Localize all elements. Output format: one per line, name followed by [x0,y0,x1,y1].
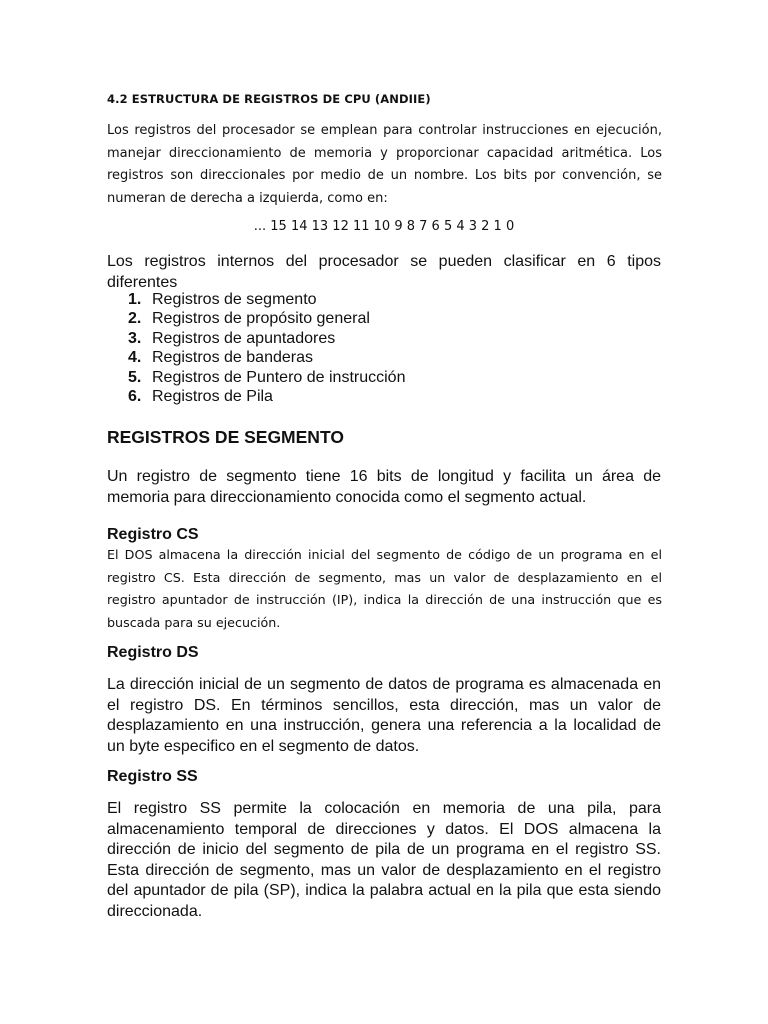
ss-heading: Registro SS [107,768,198,785]
section-title: 4.2 ESTRUCTURA DE REGISTROS DE CPU (ANDIIE) [107,92,431,106]
intro-paragraph: Los registros del procesador se emplean para controlar instrucciones en ejecución, manejar direccionamiento de memoria y proporcionar capacidad aritmética. Los registros son direccionales por medio de un nombre. Los bits por convención, se numeran de derecha a izquierda, como en: [107,123,662,206]
list-item [128,387,405,406]
list-item [128,329,405,348]
register-types-list [128,290,405,406]
list-number: 5. [128,368,142,386]
list-item [128,348,405,367]
cs-paragraph: El DOS almacena la dirección inicial del segmento de código de un programa en el registro CS. Esta dirección de segmento, mas un valor de desplazamiento en el registro apuntador de instrucción (IP), indica la dirección de una instrucción que es buscada para su ejecución. [107,547,662,630]
list-label: Registros de apuntadores [152,329,336,347]
ds-paragraph: La dirección inicial de un segmento de datos de programa es almacenada en el registro DS. En términos sencillos, esta dirección, mas un valor de desplazamiento en una instrucción, genera una referencia a la localidad de un byte especifico en el segmento de datos. [107,676,661,755]
segment-paragraph: Un registro de segmento tiene 16 bits de longitud y facilita un área de memoria para direccionamiento conocida como el segmento actual. [107,468,661,506]
list-item [128,290,405,309]
cs-heading: Registro CS [107,526,199,543]
ds-heading: Registro DS [107,644,199,661]
list-item [128,309,405,328]
bit-numbering: ... 15 14 13 12 11 10 9 8 7 6 5 4 3 2 1 0 [253,219,515,234]
list-number: 4. [128,349,142,367]
list-number: 6. [128,388,142,406]
list-label: Registros de Puntero de instrucción [152,368,406,386]
list-item [128,368,405,387]
list-label: Registros de banderas [152,349,313,367]
list-number: 3. [128,329,142,347]
list-label: Registros de segmento [152,291,317,308]
classification-paragraph: Los registros internos del procesador se pueden clasificar en 6 tipos diferentes [107,253,661,291]
segment-heading: REGISTROS DE SEGMENTO [107,427,344,447]
list-label: Registros de propósito general [152,310,370,328]
list-label: Registros de Pila [152,388,273,406]
list-number: 2. [128,310,142,328]
ss-paragraph: El registro SS permite la colocación en memoria de una pila, para almacenamiento temporal de direcciones y datos. El DOS almacena la dirección de inicio del segmento de pila de un programa en el registro SS. Esta dirección de segmento, mas un valor de desplazamiento en el registro del apuntador de pila (SP), indica la palabra actual en la pila que esta siendo direccionada. [107,800,661,920]
list-number: 1. [128,291,142,308]
